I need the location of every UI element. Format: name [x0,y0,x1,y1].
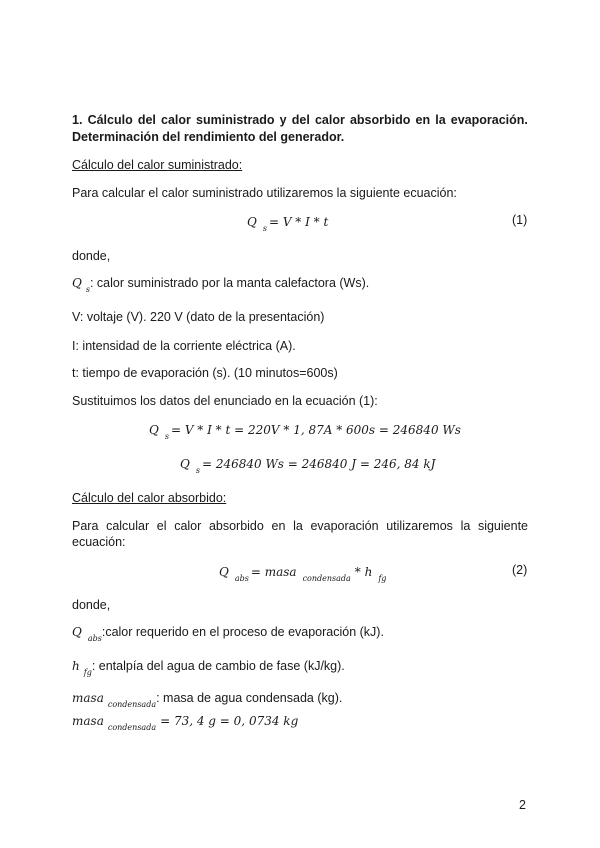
paragraph-word: el [156,519,167,533]
donde-label-1: donde, [72,249,111,263]
section-title-supplied: Cálculo del calor suministrado: [72,158,243,172]
heading-word: calor [314,113,345,127]
section-title-absorbed: Cálculo del calor absorbido: [72,491,227,505]
paragraph-word: utilizaremos [386,519,453,533]
heading-line-2: Determinación del rendimiento del generador. [72,130,345,144]
heading-word: y [279,113,287,127]
heading-word: absorbido [349,113,411,127]
heading-word: la [435,113,446,127]
paragraph-word: la [293,519,303,533]
paragraph-substitution: Sustituimos los datos del enunciado en la ecuación (1): [72,394,378,408]
value-masa: masa $_{condensada}$ = 73, 4 g = 0, 0734 kg [72,714,299,732]
definition-masa: masa $_{condensada}$: masa de agua condensada (kg). [72,691,343,709]
heading-word: evaporación. [450,113,528,127]
equation-2: Q $_{abs}$ = masa $_{condensada}$ * h $_{fg}$ [219,565,387,583]
heading-word: calor [161,113,191,127]
paragraph-intro-supplied: Para calcular el calor suministrado utilizaremos la siguiente ecuación: [72,186,457,200]
calculation-1: Q $_s$ = V * I * t = 220V * 1, 87A * 600s = 246840 Ws [149,423,461,441]
paragraph-word: calcular [106,519,150,533]
paragraph-word: en [271,519,286,533]
equation-number-2: (2) [512,563,528,577]
heading-line-1 [72,112,528,129]
donde-label-2: donde, [72,598,111,612]
heading-word: en [415,113,431,127]
paragraph-word: evaporación [310,519,379,533]
definition-qabs: Q $_{abs}$:calor requerido en el proceso de evaporación (kJ). [72,625,384,643]
page-number: 2 [519,798,526,812]
definition-time: t: tiempo de evaporación (s). (10 minutos=600s) [72,366,338,380]
heading-word: del [137,113,156,127]
paragraph-word: la [460,519,471,533]
equation-number-1: (1) [512,213,528,227]
definition-current: I: intensidad de la corriente eléctrica (A). [72,339,296,353]
calculation-2: Q $_s$ = 246840 Ws = 246840 J = 246, 84 kJ [180,457,436,475]
definition-voltage: V: voltaje (V). 220 V (dato de la presentación) [72,310,325,324]
paragraph-intro-absorbed [72,518,528,550]
heading-word: suministrado [196,113,275,127]
paragraph-line-1 [72,518,528,534]
paragraph-word: absorbido [208,519,264,533]
heading-word: Cálculo [87,113,133,127]
paragraph-line-2: ecuación: [72,535,126,549]
definition-hfg: h $_{fg}$: entalpía del agua de cambio de fase (kJ/kg). [72,659,345,677]
paragraph-word: Para [72,519,99,533]
definition-qs: Q $_s$: calor suministrado por la manta calefactora (Ws). [72,276,370,294]
equation-1: Q $_s$ = V * I * t [247,215,329,233]
paragraph-word: calor [174,519,202,533]
paragraph-word: siguiente [477,519,528,533]
heading-word: 1. [72,113,83,127]
section-heading [72,112,528,146]
heading-word: del [291,113,310,127]
